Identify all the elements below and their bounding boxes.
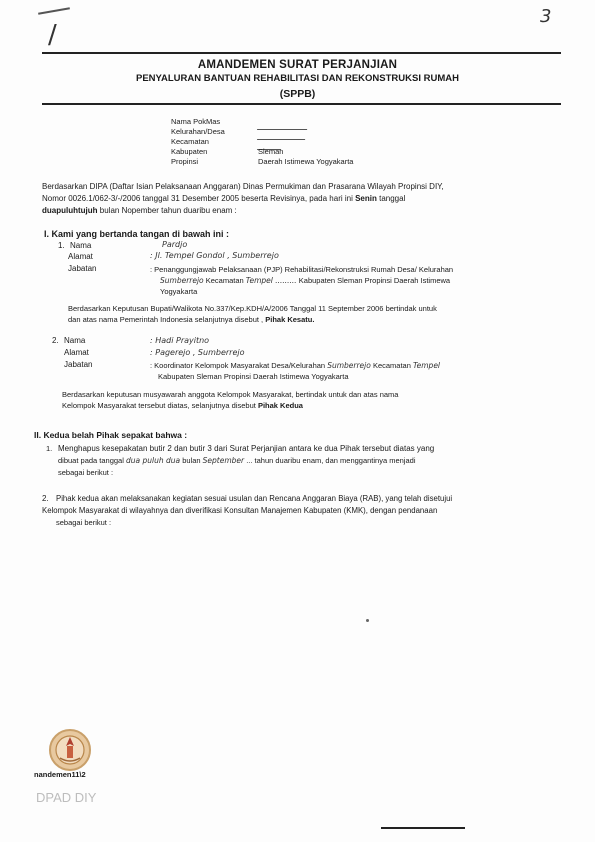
intro-line3-rest: bulan Nopember tahun duaribu enam : xyxy=(99,206,237,215)
intro-line1: Berdasarkan DIPA (Daftar Isian Pelaksanaan Anggaran) Dinas Permukiman dan Prasarana Wilayah Propinsi DIY, xyxy=(42,182,444,191)
s2-item1-num: 1. xyxy=(46,444,53,453)
s2-item1-l3: sebagai berikut : xyxy=(58,468,114,477)
info-label-desa: Kelurahan/Desa xyxy=(171,127,225,136)
intro-date: duapuluhtujuh xyxy=(42,206,98,215)
s2-item1-month-handwritten: September xyxy=(202,456,245,465)
intro-line3 xyxy=(42,206,237,216)
intro-line2-text: Nomor 0026.1/062-3/-/2006 tanggal 31 Desember 2005 beserta Revisinya, pada hari ini xyxy=(42,194,353,203)
info-label-kecamatan: Kecamatan xyxy=(171,137,209,146)
title-line3: (SPPB) xyxy=(279,88,316,100)
p1-nama-label: Nama xyxy=(70,241,92,250)
info-label-propinsi: Propinsi xyxy=(171,157,199,166)
p1-sk-l2 xyxy=(68,315,314,325)
p1-alamat-label: Alamat xyxy=(68,252,93,261)
intro-line2-tanggal: tanggal xyxy=(379,194,406,203)
p1-sk-l1: Berdasarkan Keputusan Bupati/Walikota No.337/Kep.KDH/A/2006 Tanggal 11 September 2006 bertindak untuk xyxy=(68,304,437,313)
p1-jabatan-l1: : Penanggungjawab Pelaksanaan (PJP) Rehabilitasi/Rekonstruksi Rumah Desa/ Kelurahan xyxy=(150,265,454,274)
s2-item2-l2: Kelompok Masyarakat di wilayahnya dan diverifikasi Konsultan Manajemen Kabupaten (KMK), dengan pendanaan xyxy=(42,506,438,515)
p1-sk-l2-text: dan atas nama Pemerintah Indonesia selanjutnya disebut , xyxy=(68,315,264,324)
s2-item2-l1: Pihak kedua akan melaksanakan kegiatan sesuai usulan dan Rencana Anggaran Biaya (RAB), yang telah disetujui xyxy=(56,494,453,503)
section1-heading: I. Kami yang bertanda tangan di bawah ini : xyxy=(44,229,230,239)
s2-item1-l1: Menghapus kesepakatan butir 2 dan butir 3 dari Surat Perjanjian antara ke dua Pihak tersebut diatas yang xyxy=(58,444,435,453)
section2-heading: II. Kedua belah Pihak sepakat bahwa : xyxy=(34,430,188,440)
p2-alamat-value: : Pagerejo , Sumberrejo xyxy=(150,348,245,357)
p2-num: 2. xyxy=(52,336,59,345)
s2-item1-l2-rest: ... tahun duaribu enam, dan menggantinya menjadi xyxy=(246,456,416,465)
p2-jabatan-l1-text: : Koordinator Kelompok Masyarakat Desa/Kelurahan xyxy=(150,361,326,370)
p2-nama-value: : Hadi Prayitno xyxy=(150,336,210,345)
p1-kecamatan-text: Kecamatan xyxy=(205,276,244,285)
p2-musy-l2 xyxy=(62,401,303,411)
watermark: DPAD DIY xyxy=(36,790,97,805)
s2-item1-l2 xyxy=(58,456,415,466)
p2-jabatan-l1 xyxy=(150,361,440,371)
p1-jabatan-l3: Yogyakarta xyxy=(160,287,198,296)
intro-day: Senin xyxy=(355,194,377,203)
p2-jabatan-l2: Kabupaten Sleman Propinsi Daerah Istimewa Yogyakarta xyxy=(158,372,349,381)
p1-jabatan-label: Jabatan xyxy=(68,264,97,273)
p1-alamat-value: : Jl. Tempel Gondol , Sumberrejo xyxy=(150,251,279,260)
s2-item1-date-handwritten: dua puluh dua xyxy=(126,456,181,465)
p1-kecamatan-handwritten: Tempel ......... xyxy=(245,276,297,285)
s2-item2-num: 2. xyxy=(42,494,49,503)
corner-dash xyxy=(38,7,70,15)
p2-kecamatan-text: Kecamatan xyxy=(372,361,411,370)
p2-party-name: Pihak Kedua xyxy=(257,401,303,410)
bottom-rule xyxy=(381,827,465,829)
s2-item1-l2-text: dibuat pada tanggal xyxy=(58,456,124,465)
p2-musy-l1: Berdasarkan keputusan musyawarah anggota Kelompok Masyarakat, bertindak untuk dan atas nama xyxy=(62,390,399,399)
p1-jabatan-l2 xyxy=(160,276,450,286)
s2-item2-l3: sebagai berikut : xyxy=(56,518,112,527)
title-line2: PENYALURAN BANTUAN REHABILITASI DAN REKONSTRUKSI RUMAH xyxy=(135,73,459,84)
seal-emblem xyxy=(48,728,92,772)
p2-alamat-label: Alamat xyxy=(64,348,89,357)
intro-line2 xyxy=(42,194,405,204)
s2-item1-bulan: bulan xyxy=(182,456,201,465)
file-code: nandemen11\2 xyxy=(34,770,86,779)
title-rule-top xyxy=(42,52,561,54)
stray-dot xyxy=(366,619,369,622)
page-number: 3 xyxy=(540,6,552,27)
info-label-pokmas: Nama PokMas xyxy=(171,117,221,126)
p1-party-name: Pihak Kesatu. xyxy=(265,315,315,324)
p1-desa-handwritten: Sumberrejo xyxy=(160,276,204,285)
p2-desa-handwritten: Sumberrejo xyxy=(327,361,371,370)
info-value-propinsi: Daerah Istimewa Yogyakarta xyxy=(258,157,354,166)
p1-num: 1. xyxy=(58,241,65,250)
p2-jabatan-label: Jabatan xyxy=(64,360,93,369)
p2-musy-l2-text: Kelompok Masyarakat tersebut diatas, selanjutnya disebut xyxy=(62,401,256,410)
title-line1: AMANDEMEN SURAT PERJANJIAN xyxy=(197,59,398,71)
title-rule-bottom xyxy=(42,103,561,105)
corner-mark: / xyxy=(48,20,57,50)
info-label-kabupaten: Kabupaten xyxy=(171,147,208,156)
p2-nama-label: Nama xyxy=(64,336,86,345)
p1-kabupaten-text: Kabupaten Sleman Propinsi Daerah Istimewa xyxy=(298,276,451,285)
p1-nama-value: Pardjo xyxy=(162,240,188,249)
p2-kecamatan-handwritten: Tempel xyxy=(412,361,441,370)
info-value-kabupaten: Sleman xyxy=(258,147,284,156)
